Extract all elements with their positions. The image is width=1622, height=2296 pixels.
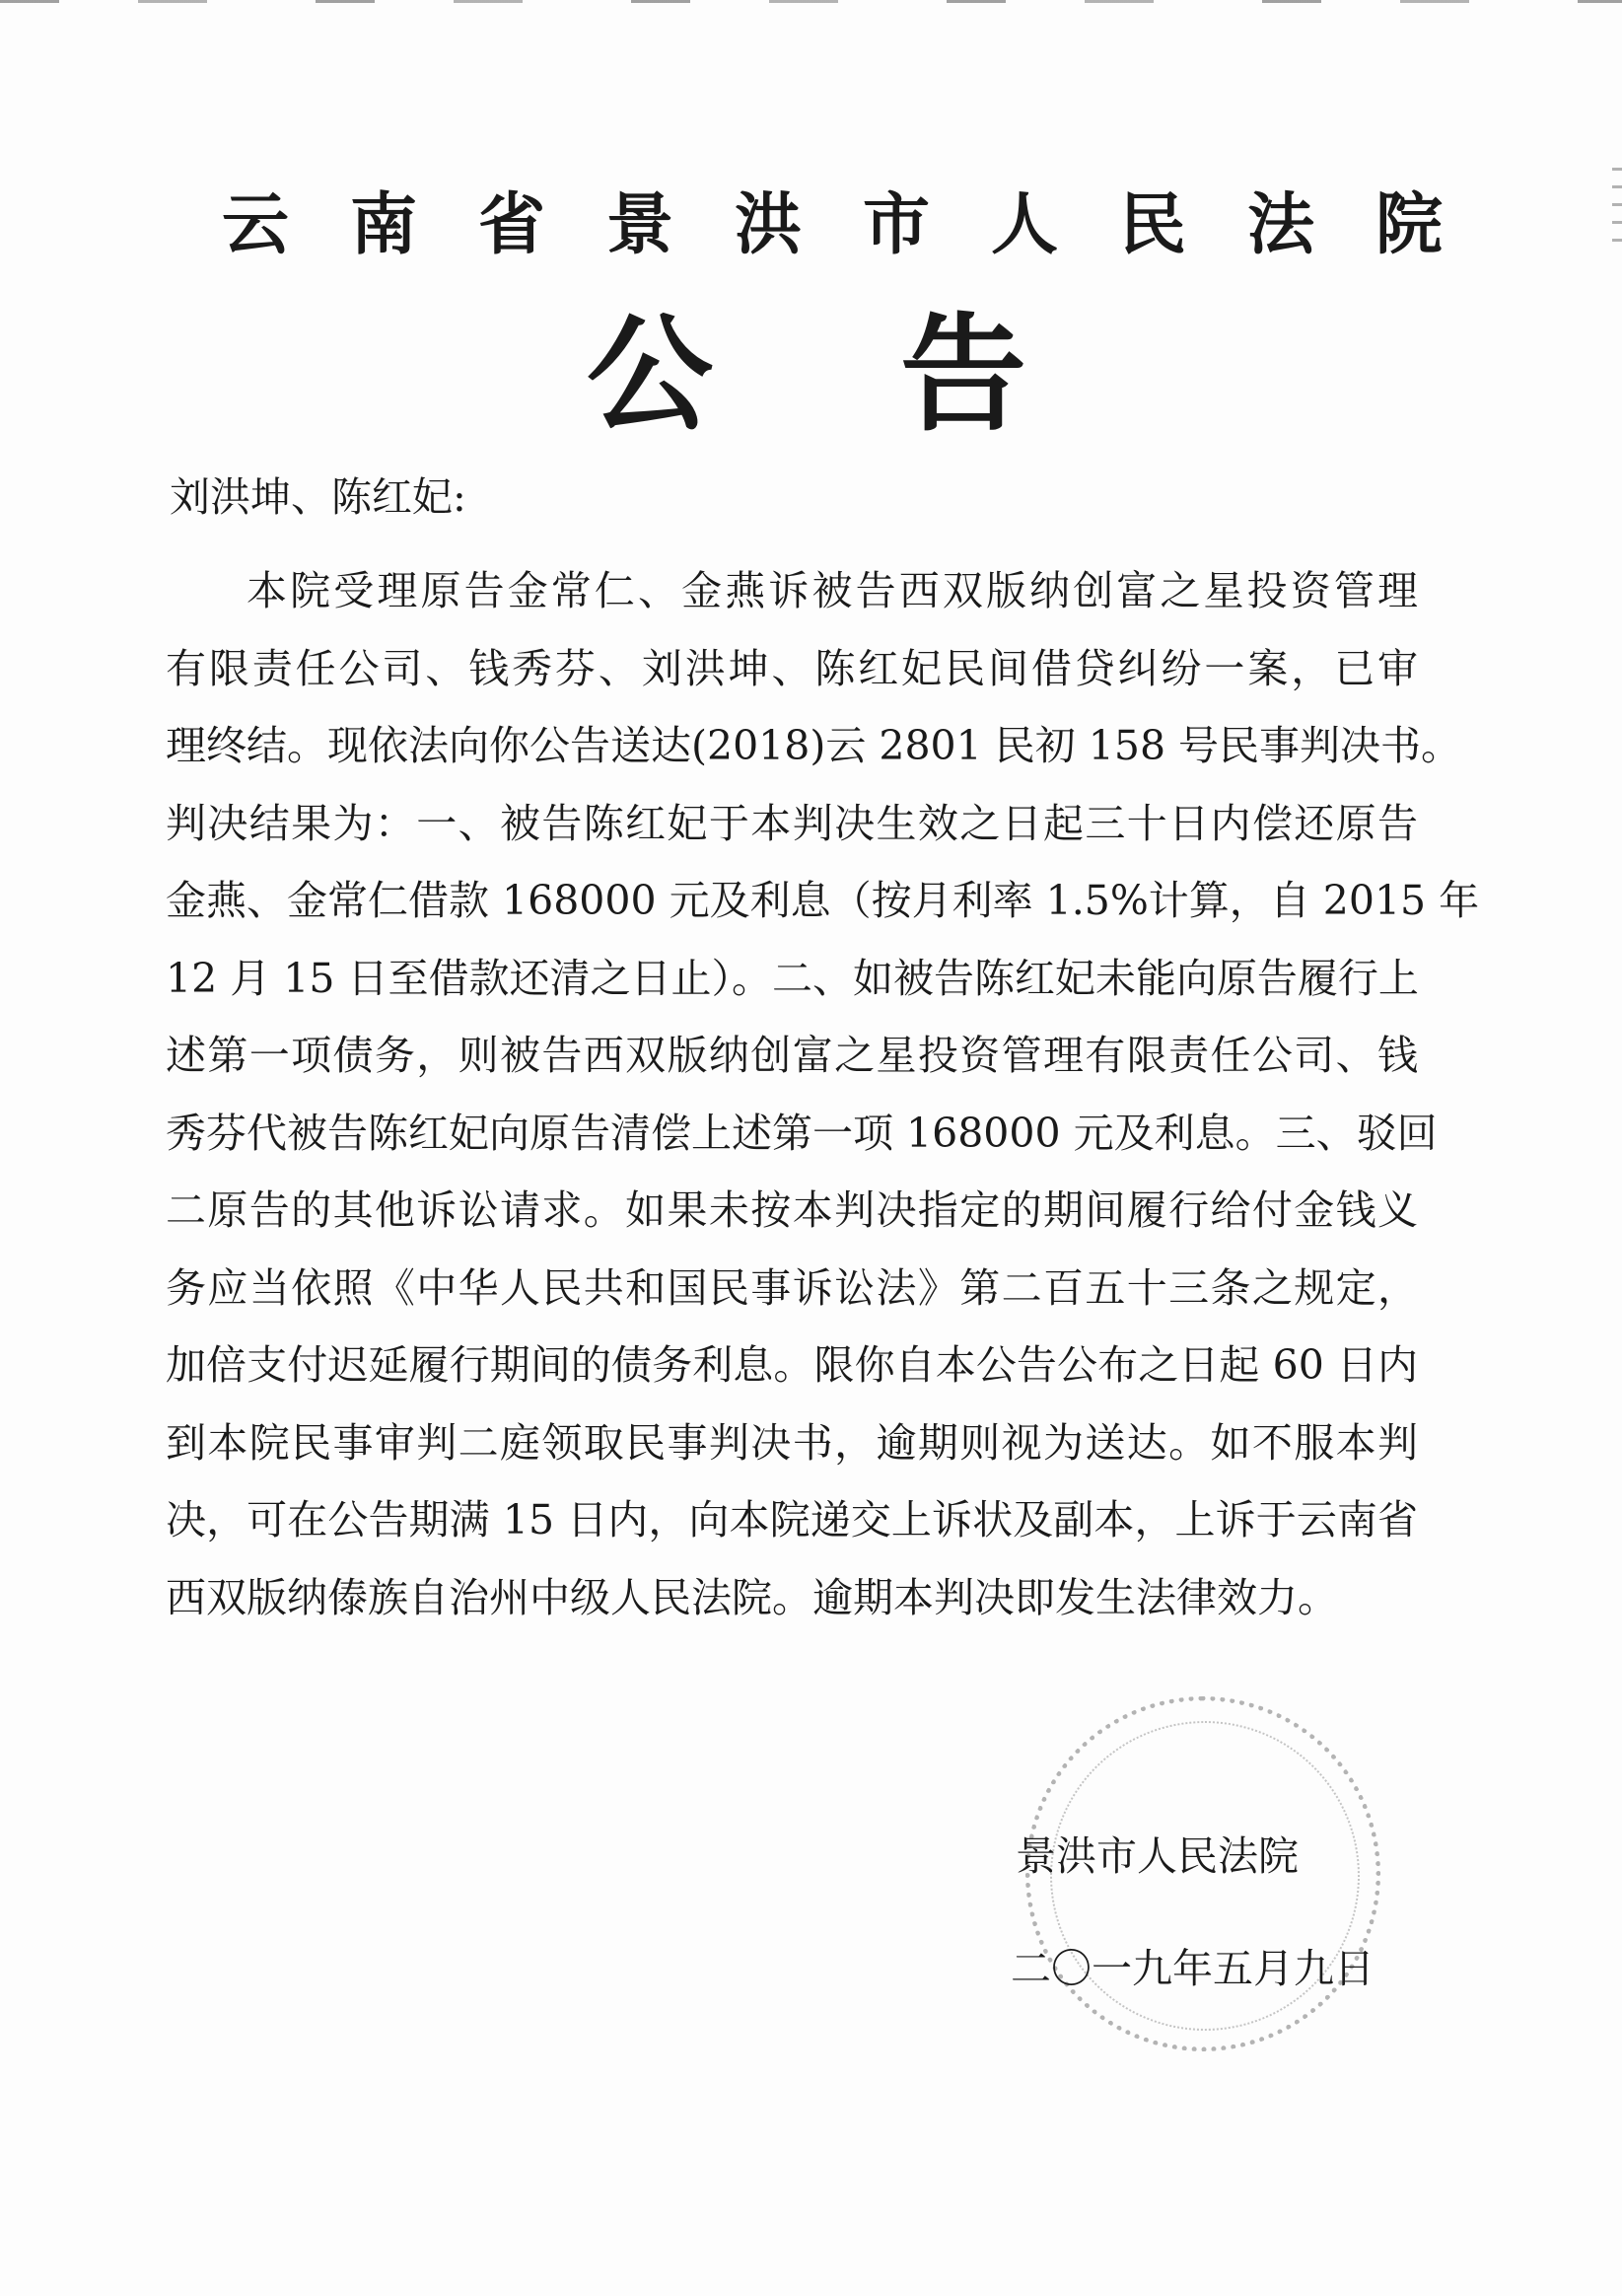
body-line: 西双版纳傣族自治州中级人民法院。逾期本判决即发生法律效力。	[166, 1573, 1338, 1621]
signature-block	[1011, 1827, 1375, 1998]
body-line: 述第一项债务，则被告西双版纳创富之星投资管理有限责任公司、钱	[166, 1032, 1418, 1079]
body-line: 有限责任公司、钱秀芬、刘洪坤、陈红妃民间借贷纠纷一案，已审	[166, 644, 1418, 692]
issue-date: 二〇一九年五月九日	[1011, 1945, 1375, 1992]
notice-body	[166, 552, 1480, 1636]
scan-artifact-top	[0, 0, 1622, 3]
issuing-court: 景洪市人民法院	[1016, 1832, 1299, 1880]
body-line: 理终结。现依法向你公告送达(2018)云 2801 民初 158 号民事判决书。	[166, 722, 1462, 769]
body-line: 加倍支付迟延履行期间的债务利息。限你自本公告公布之日起 60 日内	[166, 1341, 1418, 1389]
court-name-heading: 云南省景洪市人民法院	[222, 185, 1505, 264]
scan-artifact-right	[1612, 168, 1622, 256]
body-line: 金燕、金常仁借款 168000 元及利息（按月利率 1.5%计算，自 2015 年	[166, 877, 1480, 924]
body-line: 秀芬代被告陈红妃向原告清偿上述第一项 168000 元及利息。三、驳回	[166, 1109, 1438, 1157]
body-line: 二原告的其他诉讼请求。如果未按本判决指定的期间履行给付金钱义	[166, 1186, 1418, 1234]
document-title: 公告	[587, 301, 1214, 449]
body-line: 到本院民事审判二庭领取民事判决书，逾期则视为送达。如不服本判	[166, 1418, 1418, 1467]
addressee: 刘洪坤、陈红妃:	[170, 473, 466, 521]
body-line: 决，可在公告期满 15 日内，向本院递交上诉状及副本，上诉于云南省	[166, 1496, 1418, 1543]
body-line: 判决结果为：一、被告陈红妃于本判决生效之日起三十日内偿还原告	[166, 799, 1418, 847]
body-line: 12 月 15 日至借款还清之日止）。二、如被告陈红妃未能向原告履行上	[166, 954, 1419, 1002]
body-line: 务应当依照《中华人民共和国民事诉讼法》第二百五十三条之规定，	[166, 1263, 1418, 1312]
body-line: 本院受理原告金常仁、金燕诉被告西双版纳创富之星投资管理	[247, 567, 1418, 614]
